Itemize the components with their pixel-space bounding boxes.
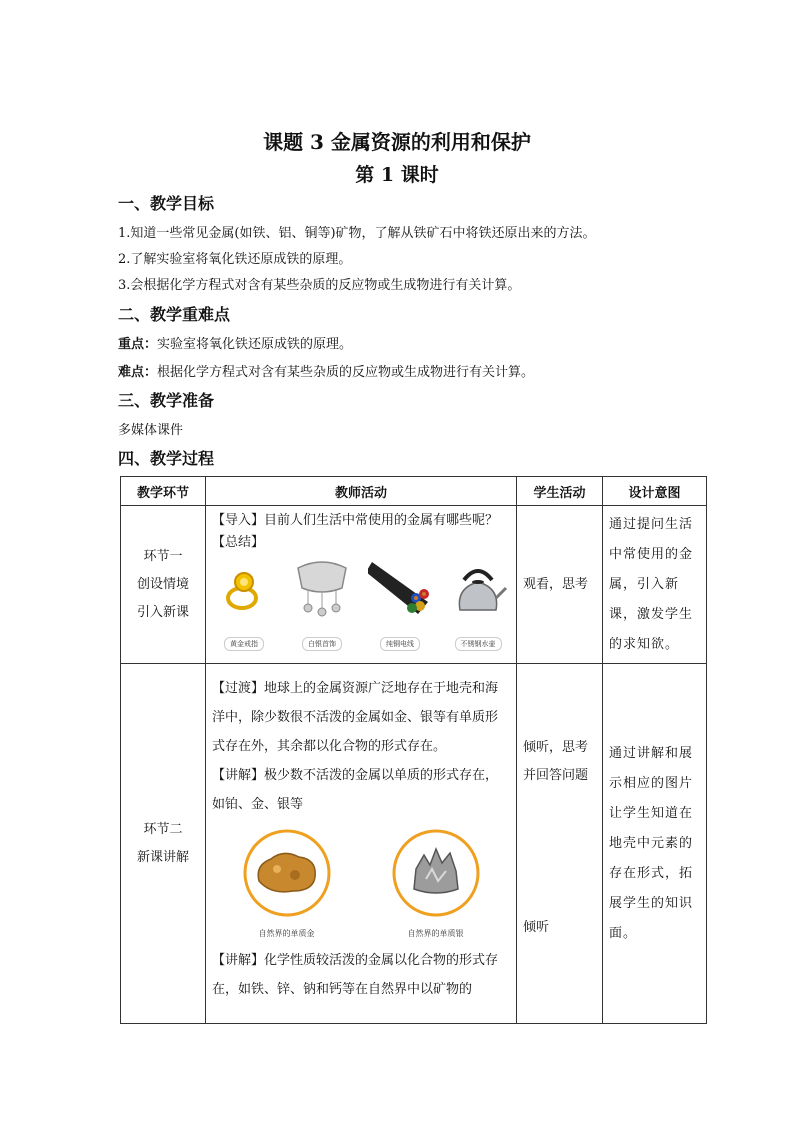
section-heading-process: 四、教学过程 [118,449,215,468]
header-intent: 设计意图 [603,477,707,506]
student-activity-cell [517,664,603,1024]
objective-3: 3.会根据化学方程式对含有某些杂质的反应物或生成物进行有关计算。 [118,278,521,293]
header-stage: 教学环节 [121,477,206,506]
silver-jewelry-image [290,558,354,618]
rock-image-row [212,829,510,940]
difficulty-label: 难点： [118,365,158,380]
explain-text-1: 【讲解】极少数不活泼的金属以单质的形式存在，如铂、金、银等 [212,768,499,812]
section-heading-keypoints: 二、教学重难点 [118,305,231,324]
copper-wire-figure [368,558,432,657]
design-intent-cell: 通过讲解和展示相应的图片让学生知道在地壳中元素的存在形式，拓展学生的知识面。 [603,664,707,1024]
design-intent-cell: 通过提问生活中常使用的金属，引入新课，激发学生的求知欲。 [603,506,707,664]
copper-wire-image [368,558,432,618]
image-caption: 自然界的单质银 [407,929,464,938]
explain-text-2: 【讲解】化学性质较活泼的金属以化合物的形式存在，如铁、锌、钠和钙等在自然界中以矿物的 [212,953,499,997]
stage-line: 引入新课 [136,604,189,620]
student-activity-cell: 观看，思考 [517,506,603,664]
stage-line: 创设情境 [136,576,189,592]
gold-ring-image [212,558,276,618]
teacher-activity-cell [206,506,517,664]
image-caption: 不锈钢水壶 [455,637,502,651]
difficulty-line [118,361,534,380]
difficulty-text: 根据化学方程式对含有某些杂质的反应物或生成物进行有关计算。 [157,365,535,380]
objective-1: 1.知道一些常见金属(如铁、铝、铜等)矿物，了解从铁矿石中将铁还原出来的方法。 [118,226,596,241]
stage-line: 新课讲解 [136,849,189,865]
native-gold-image [237,829,337,917]
page-title: 课题 3 金属资源的利用和保护 [263,130,531,154]
process-table [120,476,707,1024]
stage-cell [121,664,206,1024]
intro-text: 【导入】目前人们生活中常使用的金属有哪些呢？ [212,513,499,528]
image-caption: 自然界的单质金 [258,929,315,938]
table-row [121,664,707,1024]
table-header-row [121,477,707,506]
transition-text: 【过渡】地球上的金属资源广泛地存在于地壳和海洋中，除少数很不活泼的金属如金、银等有单质形式存在外，其余都以化合物的形式存在。 [212,681,499,754]
image-caption: 黄金戒指 [224,637,264,651]
native-silver-figure [366,829,506,940]
preparation-text: 多媒体课件 [118,423,184,438]
header-student: 学生活动 [517,477,603,506]
keypoint-text: 实验室将氧化铁还原成铁的原理。 [157,337,353,352]
teacher-activity-cell [206,664,517,1024]
table-row [121,506,707,664]
image-caption: 白银首饰 [302,637,342,651]
image-caption: 纯铜电线 [380,637,420,651]
stage-cell [121,506,206,664]
header-teacher: 教师活动 [206,477,517,506]
stage-line: 环节一 [143,548,183,564]
summary-text: 【总结】 [212,535,265,550]
gold-ring-figure [212,558,276,657]
student-response-2: 倾听 [523,920,550,935]
metal-image-row [212,558,510,657]
native-gold-figure [217,829,357,940]
student-response-1: 倾听，思考并回答问题 [523,740,589,783]
native-silver-image [386,829,486,917]
section-heading-objectives: 一、教学目标 [118,194,215,213]
stage-line: 环节二 [143,821,183,837]
keypoint-line [118,333,352,352]
silver-jewelry-figure [290,558,354,657]
keypoint-label: 重点： [118,337,158,352]
steel-kettle-image [446,558,510,618]
section-heading-preparation: 三、教学准备 [118,391,215,410]
kettle-figure [446,558,510,657]
page-subtitle: 第 1 课时 [355,164,439,186]
objective-2: 2.了解实验室将氧化铁还原成铁的原理。 [118,252,352,267]
